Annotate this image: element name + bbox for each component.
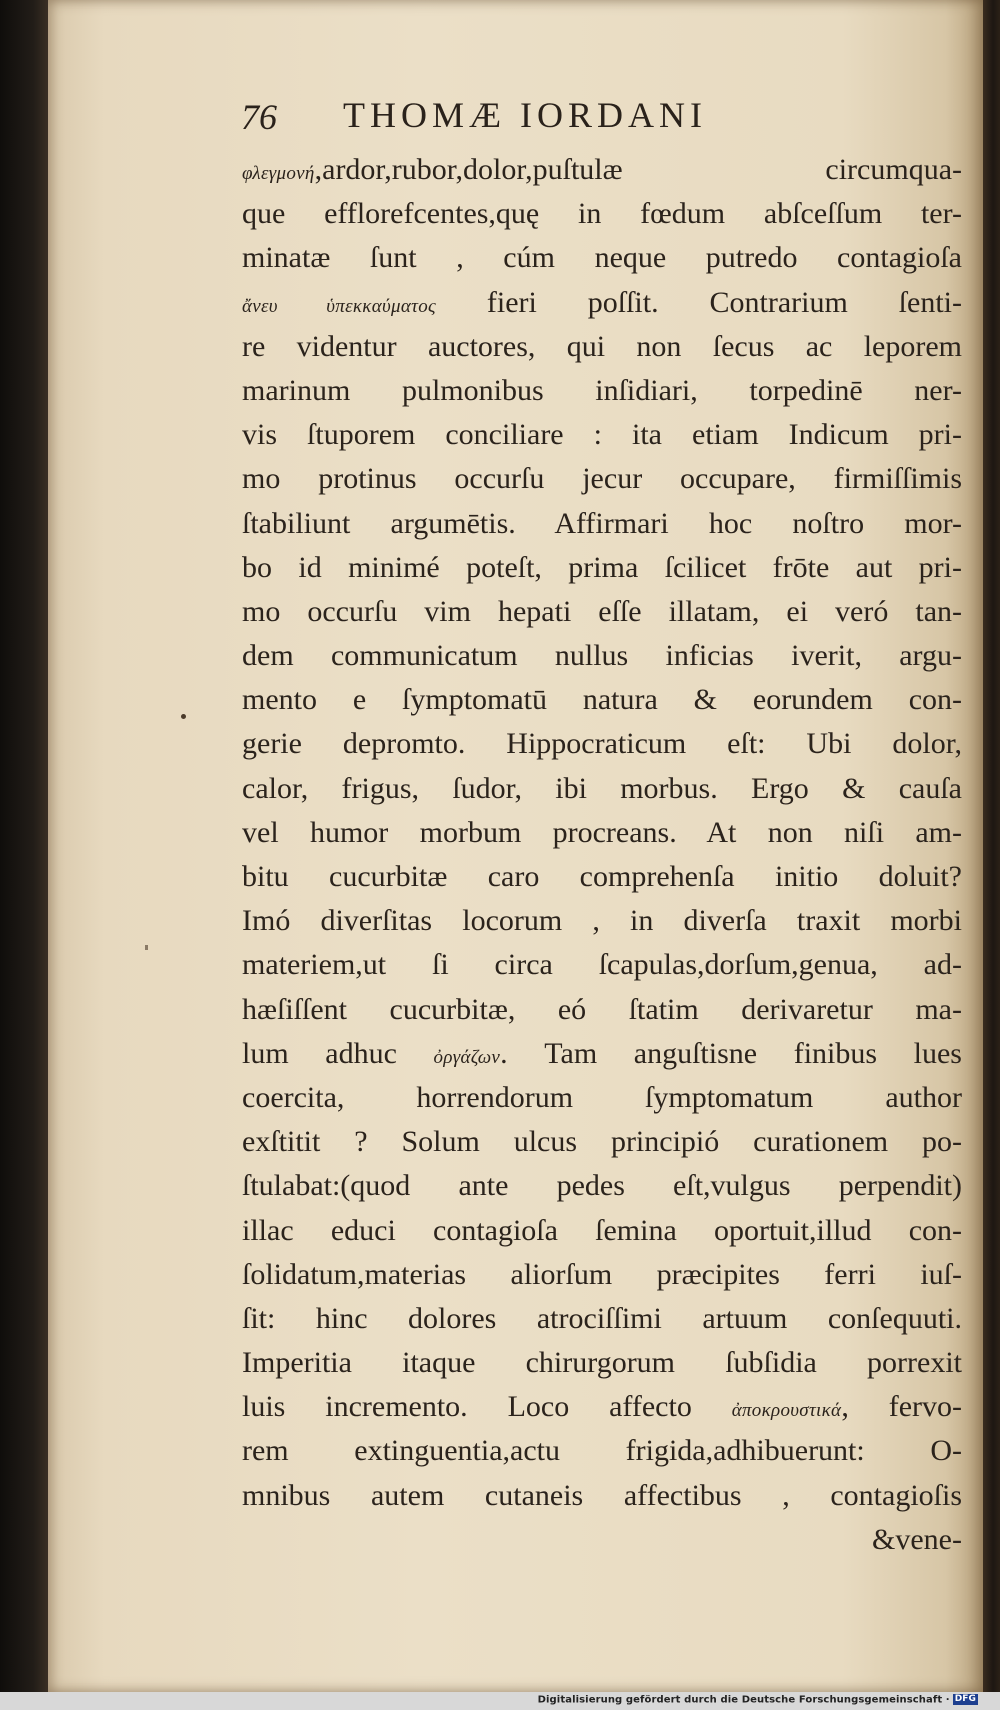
text-line <box>242 1297 962 1341</box>
text-line <box>242 722 962 766</box>
text-line <box>242 192 962 236</box>
latin-text: ſit: hinc dolores atrociſſimi artuum conſequuti. <box>242 1301 962 1335</box>
latin-text: ſtabiliunt argumētis. Affirmari hoc noſtro mor- <box>242 506 962 540</box>
text-line <box>242 1253 962 1297</box>
text-line <box>242 1032 962 1076</box>
text-line <box>242 1209 962 1253</box>
latin-text: fieri poſſit. Contrarium ſenti- <box>436 285 962 319</box>
latin-text: ſolidatum,materias aliorſum præcipites ferri iuſ- <box>242 1257 962 1291</box>
latin-text: vel humor morbum procreans. At non niſi am- <box>242 815 962 849</box>
greek-phrase: ὀργάζων <box>433 1046 501 1068</box>
text-line <box>242 590 962 634</box>
text-line <box>242 811 962 855</box>
text-line <box>242 899 962 943</box>
text-line <box>242 855 962 899</box>
binding-shadow <box>0 0 48 1710</box>
text-line <box>242 1341 962 1385</box>
text-line <box>242 325 962 369</box>
text-line <box>242 634 962 678</box>
text-line <box>242 369 962 413</box>
latin-text: marinum pulmonibus inſidiari, torpedinē ner- <box>242 373 962 407</box>
latin-text: , fervo- <box>841 1390 962 1424</box>
footer-credit-text: Digitalisierung gefördert durch die Deutsche Forschungsgemeinschaft · <box>537 1694 950 1706</box>
latin-text: que efflorefcentes,quę in fœdum abſceſſum ter- <box>242 197 962 231</box>
latin-text: &vene- <box>872 1522 962 1556</box>
latin-text: exſtitit ? Solum ulcus principió curationem po- <box>242 1125 962 1159</box>
latin-text: materiem,ut ſi circa ſcapulas,dorſum,genua, ad- <box>242 948 962 982</box>
latin-text: ,ardor,rubor,dolor,puſtulæ circumqua- <box>314 153 962 186</box>
text-line <box>242 767 962 811</box>
latin-text: illac educi contagioſa ſemina oportuit,illud con- <box>242 1213 962 1247</box>
latin-text: bitu cucurbitæ caro comprehenſa initio doluit? <box>242 860 962 893</box>
text-line <box>242 148 962 192</box>
text-line <box>242 502 962 546</box>
greek-phrase: ἀποκρουστικά <box>731 1400 842 1422</box>
text-line <box>242 1164 962 1208</box>
latin-text: mento e ſymptomatū natura & eorundem con- <box>242 683 962 717</box>
text-line <box>242 457 962 501</box>
running-head <box>241 94 841 144</box>
latin-text: minatæ ſunt , cúm neque putredo contagioſa <box>242 241 962 275</box>
greek-phrase: φλεγμονή <box>242 163 315 184</box>
text-line <box>242 1076 962 1120</box>
latin-text: coercita, horrendorum ſymptomatum author <box>242 1080 962 1114</box>
latin-text: lum adhuc <box>242 1036 434 1070</box>
dfg-logo-icon: DFG <box>954 1694 976 1704</box>
latin-text: mo occurſu vim hepati eſſe illatam, ei veró tan- <box>242 594 962 628</box>
greek-phrase: ἄνευ ὑπεκκαύματος <box>242 295 437 317</box>
text-line <box>242 413 962 457</box>
latin-text: . Tam anguſtisne finibus lues <box>500 1036 962 1070</box>
text-line <box>242 546 962 590</box>
footer-credit <box>538 1694 978 1706</box>
text-line <box>242 281 962 325</box>
latin-text: ſtulabat:(quod ante pedes eſt,vulgus perpendit) <box>242 1169 962 1203</box>
text-line <box>242 678 962 722</box>
latin-text: Imperitia itaque chirurgorum ſubſidia porrexit <box>242 1346 962 1380</box>
text-line <box>242 988 962 1032</box>
latin-text: rem extinguentia,actu frigida,adhibuerunt: O- <box>242 1434 962 1468</box>
text-line <box>242 1120 962 1164</box>
latin-text: gerie depromto. Hippocraticum eſt: Ubi dolor, <box>242 727 962 761</box>
running-title: THOMÆ IORDANI <box>343 95 707 135</box>
latin-text: dem communicatum nullus inficias iverit, argu- <box>242 639 962 673</box>
latin-text: calor, frigus, ſudor, ibi morbus. Ergo & cauſa <box>242 771 962 805</box>
text-line <box>242 1429 962 1473</box>
latin-text: bo id minimé poteſt, prima ſcilicet frōte aut pri- <box>242 550 962 584</box>
body-text <box>242 148 962 1562</box>
latin-text: luis incremento. Loco affecto <box>242 1390 732 1424</box>
latin-text: mnibus autem cutaneis affectibus , contagioſis <box>242 1478 962 1512</box>
page-number: 76 <box>241 97 277 137</box>
text-line <box>242 1385 962 1429</box>
text-line <box>242 236 962 280</box>
text-line <box>242 943 962 987</box>
latin-text: Imó diverſitas locorum , in diverſa traxit morbi <box>242 904 962 938</box>
text-line <box>242 1518 962 1562</box>
latin-text: re videntur auctores, qui non ſecus ac leporem <box>242 329 962 363</box>
page-edge <box>983 0 1000 1692</box>
latin-text: hæſiſſent cucurbitæ, eó ſtatim derivaretur ma- <box>242 992 962 1026</box>
latin-text: vis ſtuporem conciliare : ita etiam Indicum pri- <box>242 418 962 452</box>
margin-ink-dot <box>181 714 186 719</box>
margin-ink-mark <box>145 945 148 950</box>
latin-text: mo protinus occurſu jecur occupare, firmiſſimis <box>242 462 962 496</box>
text-line <box>242 1474 962 1518</box>
